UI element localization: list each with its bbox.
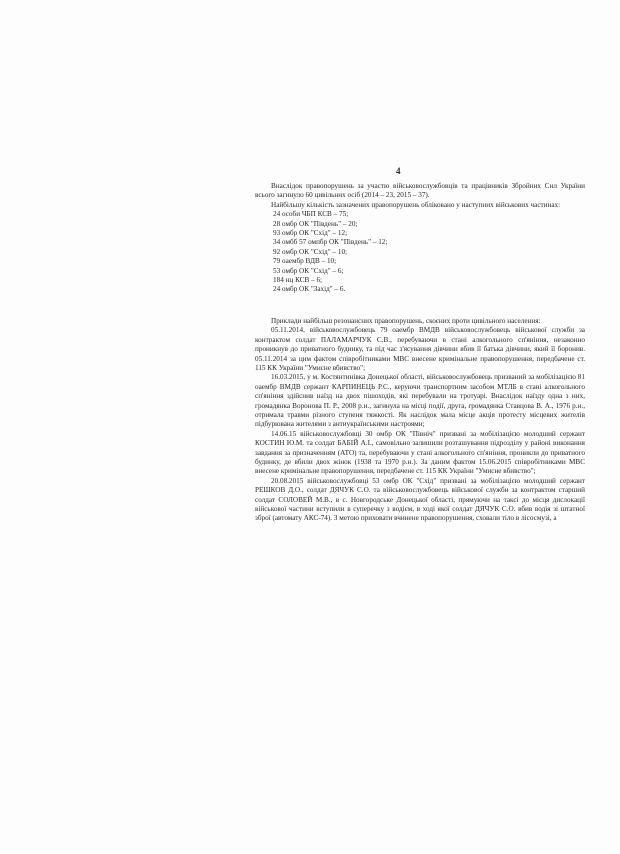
paragraph-casualties: Внаслідок правопорушень за участю військовослужбовців та працівників Збройних Сил України всього загинуло 60 цивільних осіб (2014 – 23, 2015 – 37).: [255, 182, 585, 200]
paragraph-case-paliamarchuk: 05.11.2014, військовослужбовець 79 оаембр ВМДВ військовослужбовець військової служби за контрактом солдат ПАЛАМАРЧУК С.В., перебуваючи в стані алкогольного сп'яніння, незаконно проникнув до приватного будинку, та під час з'ясування дівчини вбив її батька дівчини, який її боронив. 05.11.2014 за цим фактом співробітниками МВС внесене кримінальне правопорушення, передбачене ст. 115 КК України "Умисне вбивство";: [255, 326, 585, 372]
list-item: 184 нц КСВ – 6;: [273, 276, 323, 285]
section-spacer: [255, 295, 585, 317]
paragraph-examples-intro: Приклади найбільш резонансних правопорушень, скоєних проти цивільного населення:: [271, 316, 541, 325]
list-item: 53 омбр ОК "Схід" – 6;: [273, 266, 344, 275]
units-list: [255, 210, 585, 295]
paragraph-units-intro: Найбільшу кількість зазначених правопорушень обліковано у наступних військових частинах:: [271, 200, 561, 209]
paragraph-case-karpynets: 16.03.2015, у м. Костянтинівка Донецької області, військовослужбовець призваний за мобілізацією 81 оаембр ВМДВ сержант КАРПИНЕЦЬ Р.С., керуючи транспортним засобом МТЛБ в стані алкогольного сп'яніння здійснив наїзд на двох пішоходів, які перебували на тротуарі. Внаслідок наїзду одна з них, громадянка Воронова П. Р., 2008 р.н., загинула на місці події, друга, громадянка Ставцова В. А., 1976 р.н., отримала травми різного ступеня тяжкості. Як наслідок мала місце акція протесту місцевих жителів підбурювана жителями з антиукраїнськими настроями;: [255, 373, 585, 429]
list-item: 24 омбр ОК "Захід" – 6.: [273, 285, 346, 294]
page-number: 4: [396, 166, 401, 176]
paragraph-case-kostyn: 14.06.15 військовослужбовці 30 омбр ОК "Північ" призвані за мобілізацією молодший сержант КОСТИН Ю.М. та солдат БАБІЙ А.І., самовільно залишили розташування підрозділу у районі виконання завдання за призначенням (АТО) та, перебуваючи у стані алкогольного сп'яніння, проникли до приватного будинку, де вбили двох жінок (1938 та 1970 р.н.). За даним фактом 15.06.2015 співробітниками МВС внесене кримінальне правопорушення, передбачене ст. 115 КК України "Умисне вбивство";: [255, 429, 585, 476]
list-item: 28 омбр ОК "Південь" – 20;: [273, 219, 358, 228]
paragraph-case-reshkov: 20.08.2015 військовослужбовці 53 омбр ОК "Схід" призвані за мобілізацією молодший сержант РЕШКОВ Д.О., солдат ДЯЧУК С.О. та військовослужбовець військової служби за контрактом старший солдат СОЛОВЕЙ М.В., в с. Новгородське Донецької області, прямуючи на таксі до місця дислокації військової частини вступили в суперечку з водієм, в ході якої солдат ДЯЧУК С.О. вбив водія зі штатної зброї (автомату АКС-74). З метою приховати вчинене правопорушення, сховали тіло в лісосмузі, а: [255, 476, 585, 523]
list-item: 92 омбр ОК "Схід" – 10;: [273, 247, 348, 256]
list-item: 24 особи ЧБП КСВ – 75;: [273, 210, 349, 219]
list-item: 79 оаембр ВДВ – 10;: [273, 257, 337, 266]
list-item: 34 омбб 57 омпбр ОК "Південь" – 12;: [273, 238, 388, 247]
document-body: [255, 182, 585, 524]
list-item: 93 омбр ОК "Схід" – 12;: [273, 229, 348, 238]
